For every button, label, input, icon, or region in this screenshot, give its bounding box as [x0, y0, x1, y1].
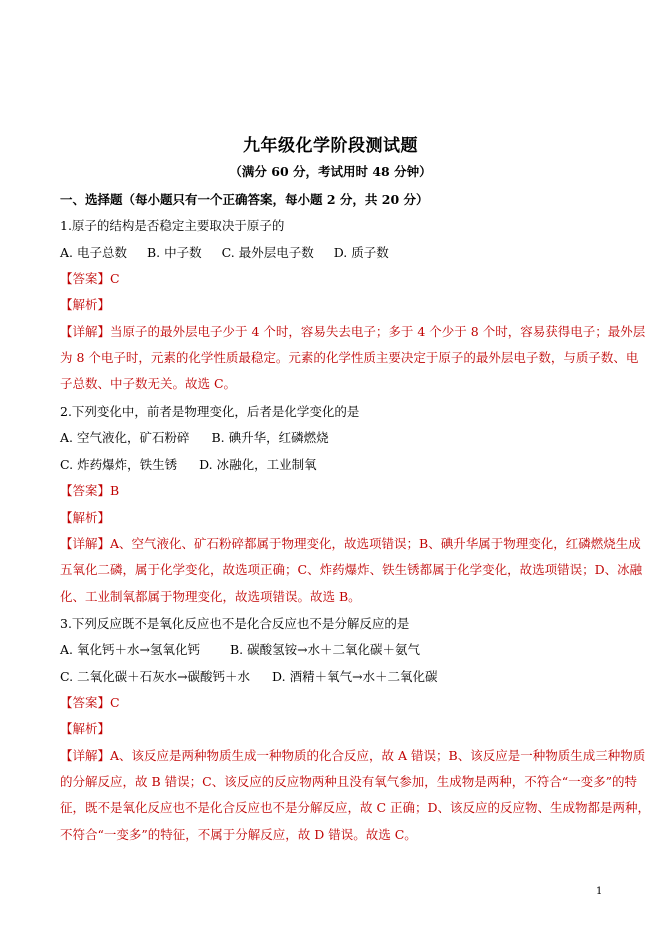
section-heading: 一、选择题（每小题只有一个正确答案，每小题 2 分，共 20 分） — [60, 192, 429, 207]
q3-detail-line: 【详解】A、该反应是两种物质生成一种物质的化合反应，故 A 错误；B、该反应是一种物质生成三种物质 — [60, 748, 646, 763]
q2-option-a: A. 空气液化，矿石粉碎 — [60, 430, 190, 445]
q3-stem: 3.下列反应既不是氧化反应也不是化合反应也不是分解反应的是 — [60, 616, 410, 631]
q1-detail-line: 【详解】当原子的最外层电子少于 4 个时，容易失去电子；多于 4 个少于 8 个时，容易获得电子；最外层 — [60, 324, 646, 339]
q3-detail-line: 征，既不是氧化反应也不是化合反应也不是分解反应，故 C 正确；D、该反应的反应物、生成物都是两种， — [60, 800, 651, 815]
q2-option-d: D. 冰融化，工业制氧 — [199, 457, 317, 472]
q2-detail-line: 【详解】A、空气液化、矿石粉碎都属于物理变化，故选项错误；B、碘升华属于物理变化，红磷燃烧生成 — [60, 536, 641, 551]
q1-analysis-label: 【解析】 — [60, 297, 111, 312]
q3-options-row-2 — [60, 669, 438, 685]
q3-option-b: B. 碳酸氢铵→水＋二氧化碳＋氨气 — [229, 642, 421, 657]
q3-detail-line: 的分解反应，故 B 错误；C、该反应的反应物两种且没有氧气参加，生成物是两种，不符合“一变多”的特 — [60, 774, 637, 789]
q3-option-a: A. 氧化钙＋水→氢氧化钙 — [60, 642, 200, 657]
q2-options-row-1 — [60, 430, 329, 446]
q1-stem: 1.原子的结构是否稳定主要取决于原子的 — [60, 218, 285, 233]
q1-option-c: C. 最外层电子数 — [221, 245, 314, 260]
q1-options — [60, 245, 389, 261]
q2-answer: 【答案】B — [60, 483, 120, 498]
page-title: 九年级化学阶段测试题 — [243, 136, 418, 156]
q2-detail-line: 化、工业制氧都属于物理变化，故选项错误。故选 B。 — [60, 589, 361, 604]
q2-option-b: B. 碘升华，红磷燃烧 — [211, 430, 329, 445]
q1-option-b: B. 中子数 — [146, 245, 202, 260]
q1-option-d: D. 质子数 — [333, 245, 389, 260]
q3-analysis-label: 【解析】 — [60, 721, 111, 736]
q2-detail-line: 五氧化二磷，属于化学变化，故选项正确；C、炸药爆炸、铁生锈都属于化学变化，故选项错误；D、冰融 — [60, 562, 643, 577]
q3-options-row-1 — [60, 642, 420, 658]
q2-stem: 2.下列变化中，前者是物理变化，后者是化学变化的是 — [60, 404, 360, 419]
q3-option-d: D. 酒精＋氧气→水＋二氧化碳 — [272, 669, 438, 684]
q1-option-a: A. 电子总数 — [60, 245, 127, 260]
q2-options-row-2 — [60, 457, 317, 473]
q1-detail-line: 子总数、中子数无关。故选 C。 — [60, 376, 237, 391]
page-number: 1 — [596, 886, 603, 897]
q2-option-c: C. 炸药爆炸，铁生锈 — [60, 457, 178, 472]
q1-answer: 【答案】C — [60, 271, 120, 286]
q3-detail-line: 不符合“一变多”的特征，不属于分解反应，故 D 错误。故选 C。 — [60, 827, 417, 842]
q2-analysis-label: 【解析】 — [60, 510, 111, 525]
page-subtitle: （满分 60 分，考试用时 48 分钟） — [229, 164, 432, 179]
q3-option-c: C. 二氧化碳＋石灰水→碳酸钙＋水 — [60, 669, 251, 684]
q3-answer: 【答案】C — [60, 695, 120, 710]
q1-detail-line: 为 8 个电子时，元素的化学性质最稳定。元素的化学性质主要决定于原子的最外层电子数，与质子数、电 — [60, 350, 639, 365]
